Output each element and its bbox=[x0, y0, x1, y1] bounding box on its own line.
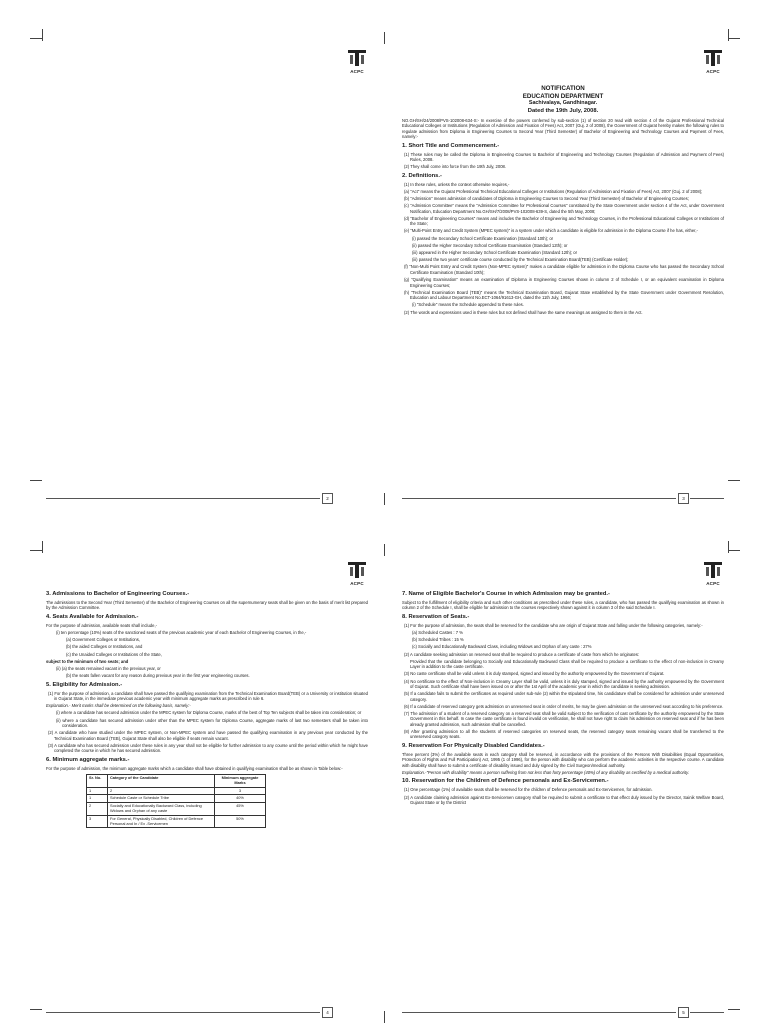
intro-paragraph: NO.GH/SH/24/2008/PVS-102008-634-S:- In exercise of the powers conferred by sub-section (1) of section 20 read with section 4 of the Gujarat Professional Technical Educational Colleges or Institutions (Regulation of Admission and Fixation of Fees) Act, 2007 (Guj. 2 of 2008), the Government of Gujarat hereby makes the following rules to regulate admission from Diploma in Engineering Courses to Second Year (Third Semester) of Bachelor of Engineering and Technology Courses and Payment of Fees, namely:- bbox=[402, 118, 724, 140]
explanation: Explanation.-"Person with disability" means a person suffering from not less than forty percentage (40%) of any disability as certified by a medical authority. bbox=[402, 769, 690, 775]
sub-clause: (c) the Unaided Colleges or Institutions of the State, bbox=[66, 651, 162, 657]
sub-clause: (b) the aided Colleges or Institutions, and bbox=[66, 644, 143, 650]
clause: (ii) (a) the seats remained vacant in the previous year, or bbox=[56, 666, 161, 672]
cell-marks: 50% bbox=[215, 815, 266, 828]
sub-clause: (ii) where a candidate has secured admission under other than the MPEC system for Diploma Course, aggregate marks of last two semesters shall be taken into consideration. bbox=[56, 717, 368, 729]
section-heading: 2. Definitions.- bbox=[402, 172, 442, 179]
crop-mark bbox=[728, 550, 740, 551]
page-number: 4 bbox=[322, 1007, 333, 1018]
cell-category: Socially and Educationally Backward Class, including Widows and Orphan of any caste bbox=[108, 803, 215, 816]
clause: (h) "Technical Examination Board (TEB)" means the Technical Examination Board, Gujarat State established by the State Government under Government Resolution, Education and Labour Department No.ECT-1064/91613-GH, dated the 11th July, 1966; bbox=[404, 289, 724, 301]
clause: (8) After granting admission to all the students of reserved categories on reserved seats, the reserved category seats remaining vacant shall be transferred to the unreserved category seats. bbox=[404, 729, 724, 740]
page-content bbox=[402, 85, 724, 317]
clause: (3) A candidate who has secured admission under these rules in any year shall not be eligible for further admission to any course until the period within which he might have completed the course in which he has secured admission. bbox=[48, 742, 368, 754]
page-content bbox=[402, 588, 724, 807]
clause: (c) "Admission Committee" means the "Admission Committee for Professional Courses" constituted by the State Government under section 4 of the Act, under Government Notification, Education Department No.GH/SH/7/2008/PVS-102008-639-S, dated the 5th May, 2008; bbox=[404, 203, 724, 214]
section-heading: 10. Reservation for the Children of Defence personals and Ex-Servicemen.- bbox=[402, 778, 609, 785]
sub-clause: (a) Government Colleges or Institutions, bbox=[66, 637, 141, 643]
crop-mark bbox=[728, 29, 729, 41]
clause: (2) They shall come into force from the 19th July, 2008. bbox=[404, 164, 507, 170]
section-heading: 8. Reservation of Seats.- bbox=[402, 613, 470, 620]
acpc-logo: ACPC bbox=[346, 560, 368, 585]
crop-mark bbox=[30, 550, 42, 551]
clause: (e) "Multi-Point Entry and Credit System (MPEC system)" is a system under which a candidate is eligible for admission in the Diploma Course if he has, either,- bbox=[404, 228, 698, 234]
table-column-number-row bbox=[87, 787, 266, 795]
clause: (1) For the purpose of admission, the seats shall be reserved for the candidate who are origin of Gujarat State and falling under the following categories, namely:- bbox=[404, 622, 703, 628]
cell-sr: 1 bbox=[87, 795, 108, 803]
clause: (5) If a candidate fails to submit the certificates as required under sub-rule (2) within the stipulated time, his candidature shall be considered for admission under unreserved category. bbox=[404, 691, 724, 702]
cell-category: For General, Physically Disabled, Children of Defence Personal and In / Ex -Servicemen bbox=[108, 815, 215, 828]
clause: (1) One percentage (1%) of available seats shall be reserved for the children of Defence personals and Ex-Servicemen, for admission. bbox=[404, 787, 653, 793]
explanation: Explanation.- Merit marks shall be determined on the following basis, namely:- bbox=[46, 703, 191, 709]
cell-sr: 3 bbox=[87, 815, 108, 828]
date-line: Dated the 19th July, 2008. bbox=[527, 108, 599, 114]
sub-clause: (b) the seats fallen vacant for any reason during previous year in the first year engineering courses. bbox=[66, 673, 250, 679]
clause: (g) "Qualifying Examination" means an examination of Diploma in Engineering Courses shown in column 2 of Schedule I, or an equivalent examination in Diploma Engineering Courses; bbox=[404, 277, 724, 288]
crop-mark bbox=[42, 29, 43, 41]
column-number: 3 bbox=[215, 787, 266, 795]
clause: (4) No certificate to the effect of Non-inclusion in Creamy Layer shall be valid, unless it is duly stamped, signed and issued by the authority empowered by the Government of Gujarat. Such certificate shall have been issued on or after the 1st April of the academic year in which the candidate is seeking admission. bbox=[404, 678, 724, 690]
sub-clause: (b) Scheduled Tribes : 15 % bbox=[412, 637, 464, 643]
clause: (6) If a candidate of reserved category gets admission on unreserved seat in order of merits, he may be given admission on the unreserved seat according to his preference. bbox=[404, 703, 724, 709]
page-number: 5 bbox=[678, 1007, 689, 1018]
table-row bbox=[87, 795, 266, 803]
sub-clause: (a) Scheduled Castes : 7 % bbox=[412, 630, 463, 636]
section-heading: 9. Reservation For Physically Disabled Candidates.- bbox=[402, 742, 545, 749]
acpc-logo: ACPC bbox=[346, 48, 368, 73]
crop-mark bbox=[384, 544, 385, 556]
table-header-row bbox=[87, 775, 266, 788]
clause: (2) A candidate who have studied under the MPEC system, or Non-MPEC system and have passed the qualifying examination in any previous year conducted by the Technical Examination Board (TEB), Gujarat State shall also be eligible if seats remain vacant. bbox=[48, 730, 368, 741]
clause: (2) The words and expressions used in these rules but not defined shall have the same meanings as assigned to them in the Act. bbox=[404, 309, 643, 315]
paragraph: The admissions to the Second Year (Third Semester) of the Bachelor of Engineering Courses on all the supernumerary seats shall be given on the basis of merit list prepared by the Admission Committee. bbox=[46, 600, 368, 611]
spread-pages-2-3 bbox=[0, 7, 768, 512]
page-footer bbox=[42, 1007, 370, 1017]
paragraph: For the purpose of admission, available seats shall include,- bbox=[46, 622, 158, 628]
page-number: 3 bbox=[678, 493, 689, 504]
minimum-marks-table bbox=[86, 774, 266, 828]
clause: (1) In these rules, unless the context otherwise requires,- bbox=[404, 181, 510, 187]
sub-clause: (iii) passed the two years' certificate course conducted by the Technical Examination Board(TEB) (Certificate Holder); bbox=[412, 257, 629, 263]
section-heading: 3. Admissions to Bachelor of Engineering Courses.- bbox=[46, 591, 190, 597]
section-heading: 6. Minimum aggregate marks.- bbox=[46, 756, 130, 763]
sub-clause: (i) passed the Secondary School Certificate Examination (Standard 10th); or bbox=[412, 235, 554, 241]
header-sr-no: Sr. No. bbox=[87, 775, 108, 788]
location-title: Sachivalaya, Gandhinagar. bbox=[528, 100, 598, 106]
sub-clause: (i) where a candidate has secured admission under the MPEC system for Diploma Course, marks of the best of Top Ten subjects shall be taken into consideration; or bbox=[56, 710, 362, 716]
page-number: 2 bbox=[322, 493, 333, 504]
cell-marks: 45% bbox=[215, 803, 266, 816]
acpc-logo: ACPC bbox=[702, 560, 724, 585]
proviso: Provided that the candidate belonging to Socially and Educationally Backward Class shall be required to produce a certificate to the effect of non-inclusion in Creamy Layer in addition to the caste certificate. bbox=[410, 658, 724, 670]
crop-mark bbox=[728, 38, 740, 39]
page-3 bbox=[398, 45, 726, 511]
page-footer bbox=[398, 493, 726, 503]
header-minimum-marks: Minimum aggregate Marks bbox=[215, 775, 266, 788]
cell-sr: 2 bbox=[87, 803, 108, 816]
clause: (i) "Schedule" means the Schedule appended to these rules. bbox=[412, 302, 524, 308]
sub-clause: (c) Socially and Educationally Backward Class, including Widows and Orphan of any caste : 27% bbox=[412, 644, 592, 650]
clause: (2) A candidate claiming admission against Ex-Servicemen category shall be required to submit a certificate to that effect duly issued by the Director, Sainik Welfare Board, Gujarat State or by the District bbox=[404, 794, 724, 805]
clause: (b) "Admission" means admission of candidates of Diploma in Engineering Courses to Second Year (Third Semester) of Bachelor of Engineering Courses; bbox=[404, 196, 689, 202]
sub-clause: (ii) passed the Higher Secondary School Certificate Examination (Standard 12th); or bbox=[412, 242, 568, 248]
section-heading: 4. Seats Available for Admission.- bbox=[46, 613, 139, 620]
paragraph: Subject to the fulfillment of eligibility criteria and such other conditions as prescribed under these rules, a candidate, who has passed the qualifying examination as shown in column 2 of the Schedule I, shall be eligible for admission to the courses respectively shown against it in column 3 of the said Schedule I. bbox=[402, 600, 724, 611]
clause: (i) ten percentage (10%) seats of the sanctioned seats of the previous academic year of each Bachelor of Engineering Courses, in the,- bbox=[56, 630, 307, 636]
table-row bbox=[87, 815, 266, 828]
section-heading: 1. Short Title and Commencement.- bbox=[402, 142, 500, 149]
clause: (a) "Act" means the Gujarat Professional Technical Educational Colleges or Institutions (Regulation of Admission and Fixation of Fees) Act, 2007 (Guj. 2 of 2008); bbox=[404, 188, 703, 194]
section-heading: 7. Name of Eligible Bachelor's Course in which Admission may be granted.- bbox=[402, 591, 610, 597]
clause: (d) "Bachelor of Engineering Courses" means and includes the Bachelor of Engineering and Technology Courses, in the Professional Educational Colleges or Institutions of the State; bbox=[404, 215, 724, 227]
page-4 bbox=[42, 557, 370, 1023]
column-number: 2 bbox=[108, 787, 215, 795]
page-2 bbox=[42, 45, 370, 511]
clause: (1) For the purpose of admission, a candidate shall have passed the qualifying examination from the Technical Examination Board(TEB) or a University or institution situated in Gujarat State, in the immediate previous academic year with minimum aggregate marks as prescribed in rule 6. bbox=[48, 690, 368, 702]
clause: (7) The admission of a student of a reserved category on a reserved seat shall be valid subject to the verification of cast certificate by the authority empowered by the State Government in this behalf. In case the caste certificate is found invalid on verification, he shall not have right to claim his admission on reserved seat and if he has been already granted admission, such admission shall be cancelled. bbox=[404, 711, 724, 727]
clause: (f) "Non-Multi Point Entry and Credit System (Non-MPEC system)" makes a candidate eligible for admission in the Diploma Course who has passed the Secondary School Certificate Examination (Standard 10th); bbox=[404, 264, 724, 275]
notification-title: NOTIFICATION bbox=[541, 85, 585, 92]
paragraph: Three percent (3%) of the available seats in each category shall be reserved, in accordance with the provisions of the Persons With Disabilities (Equal Opportunities, Protection of Rights and Full Participation) Act, 1995 (1 of 1996), for the person with disability who can perform the academic activities in the respective course. A candidate with disability shall have to submit a certificate of disability issued and duly signed by the Civil Surgeon/medical authority. bbox=[402, 751, 724, 768]
page-5 bbox=[398, 557, 726, 1023]
cell-category: Schedule Caste or Schedule Tribe bbox=[108, 795, 215, 803]
page-footer bbox=[42, 493, 370, 503]
paragraph: For the purpose of admission, the minimum aggregate marks which a candidate shall have obtained in qualifying examination shall be as shown in Table below:- bbox=[46, 765, 343, 771]
crop-mark bbox=[30, 38, 42, 39]
header-category: Category of the Candidate bbox=[108, 775, 215, 788]
table-row bbox=[87, 803, 266, 816]
acpc-logo: ACPC bbox=[702, 48, 724, 73]
crop-mark bbox=[42, 541, 43, 553]
spread-pages-4-5 bbox=[0, 519, 768, 1024]
page-footer bbox=[398, 1007, 726, 1017]
department-title: EDUCATION DEPARTMENT bbox=[522, 92, 604, 100]
clause: (2) A candidate seeking admission on reserved seat shall be required to produce a certificate of caste from which he originates: bbox=[404, 651, 640, 657]
sub-clause: (iii) appeared in the Higher Secondary School Certificate Examination (Standard 12th); or bbox=[412, 250, 578, 256]
page-content bbox=[46, 588, 368, 828]
clause: (3) No caste certificate shall be valid unless it is duly stamped, signed and issued by the authority empowered by the Government of Gujarat. bbox=[404, 671, 665, 677]
crop-mark bbox=[728, 541, 729, 553]
crop-mark bbox=[384, 32, 385, 44]
paragraph: subject to the minimum of two seats; and bbox=[46, 658, 129, 664]
column-number: 1 bbox=[87, 787, 108, 795]
section-heading: 5. Eligibility for Admission.- bbox=[46, 681, 123, 688]
clause: (1) These rules may be called the Diploma in Engineering Courses to Bachelor of Engineering and Technology Courses (Regulation of Admission and Payment of Fees) Rules, 2008. bbox=[404, 151, 724, 163]
cell-marks: 40% bbox=[215, 795, 266, 803]
